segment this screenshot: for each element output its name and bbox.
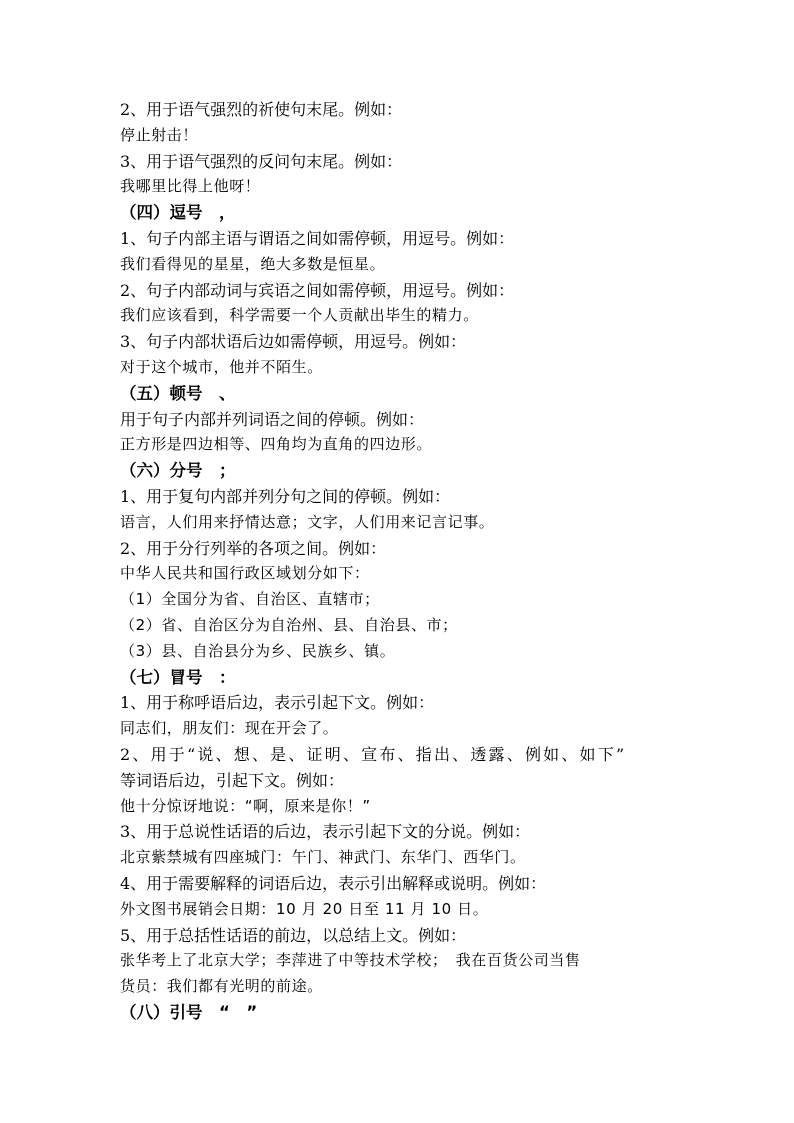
rule-text: 3、用于总说性话语的后边，表示引起下文的分说。例如： (120, 822, 531, 842)
section-heading: （五）顿号 、 (120, 383, 236, 403)
section-heading: （四）逗号 ， (120, 203, 236, 223)
document-page (120, 97, 680, 1026)
section-heading: （八）引号 “ ” (120, 1002, 258, 1022)
rule-text: 2、用于分行列举的各项之间。例如： (120, 538, 387, 558)
example-text: （2）省、自治区分为自治州、县、自治县、市； (120, 615, 458, 634)
example-text: 停止射击！ (120, 125, 199, 144)
section-heading: （七）冒号 ： (120, 667, 236, 687)
example-text: 我们应该看到，科学需要一个人贡献出毕生的精力。 (120, 306, 479, 325)
rule-text: 4、用于需要解释的词语后边，表示引出解释或说明。例如： (120, 873, 547, 893)
example-text: （3）县、自治县分为乡、民族乡、镇。 (120, 641, 396, 660)
rule-text: 1、句子内部主语与谓语之间如需停顿，用逗号。例如： (120, 228, 515, 248)
rule-text: 1、用于称呼语后边，表示引起下文。例如： (120, 693, 435, 713)
example-text: 语言，人们用来抒情达意；文字，人们用来记言记事。 (120, 512, 495, 531)
example-text: 我们看得见的星星，绝大多数是恒星。 (120, 254, 386, 273)
section-heading: （六）分号 ； (120, 461, 236, 481)
rule-text: 3、用于语气强烈的反问句末尾。例如： (120, 151, 403, 171)
example-text: 外文图书展销会日期：10 月 20 日至 11 月 10 日。 (120, 899, 489, 918)
example-text: 同志们，朋友们：现在开会了。 (120, 719, 339, 738)
example-text: 他十分惊讶地说：“啊，原来是你！” (120, 796, 371, 815)
example-text: 货员：我们都有光明的前途。 (120, 977, 323, 996)
example-text: 正方形是四边相等、四角均为直角的四边形。 (120, 435, 433, 454)
rule-text: 3、句子内部状语后边如需停顿，用逗号。例如： (120, 332, 467, 352)
example-text: （1）全国分为省、自治区、直辖市； (120, 590, 380, 609)
example-text: 对于这个城市，他并不陌生。 (120, 357, 323, 376)
example-text: 北京紫禁城有四座城门：午门、神武门、东华门、西华门。 (120, 848, 526, 867)
example-text: 张华考上了北京大学；李萍进了中等技术学校； 我在百货公司当售 (120, 951, 581, 970)
example-text: 中华人民共和国行政区域划分如下： (120, 564, 370, 583)
rule-text: 2、用于“说、想、是、证明、宣布、指出、透露、例如、如下” (120, 744, 627, 764)
rule-text: 等词语后边，引起下文。例如： (120, 770, 345, 790)
example-text: 我哪里比得上他呀！ (120, 177, 261, 196)
rule-text: 用于句子内部并列词语之间的停顿。例如： (120, 409, 425, 429)
rule-text: 1、用于复句内部并列分句之间的停顿。例如： (120, 486, 451, 506)
rule-text: 2、句子内部动词与宾语之间如需停顿，用逗号。例如： (120, 280, 515, 300)
rule-text: 5、用于总括性话语的前边，以总结上文。例如： (120, 925, 467, 945)
rule-text: 2、用于语气强烈的祈使句末尾。例如： (120, 100, 403, 119)
